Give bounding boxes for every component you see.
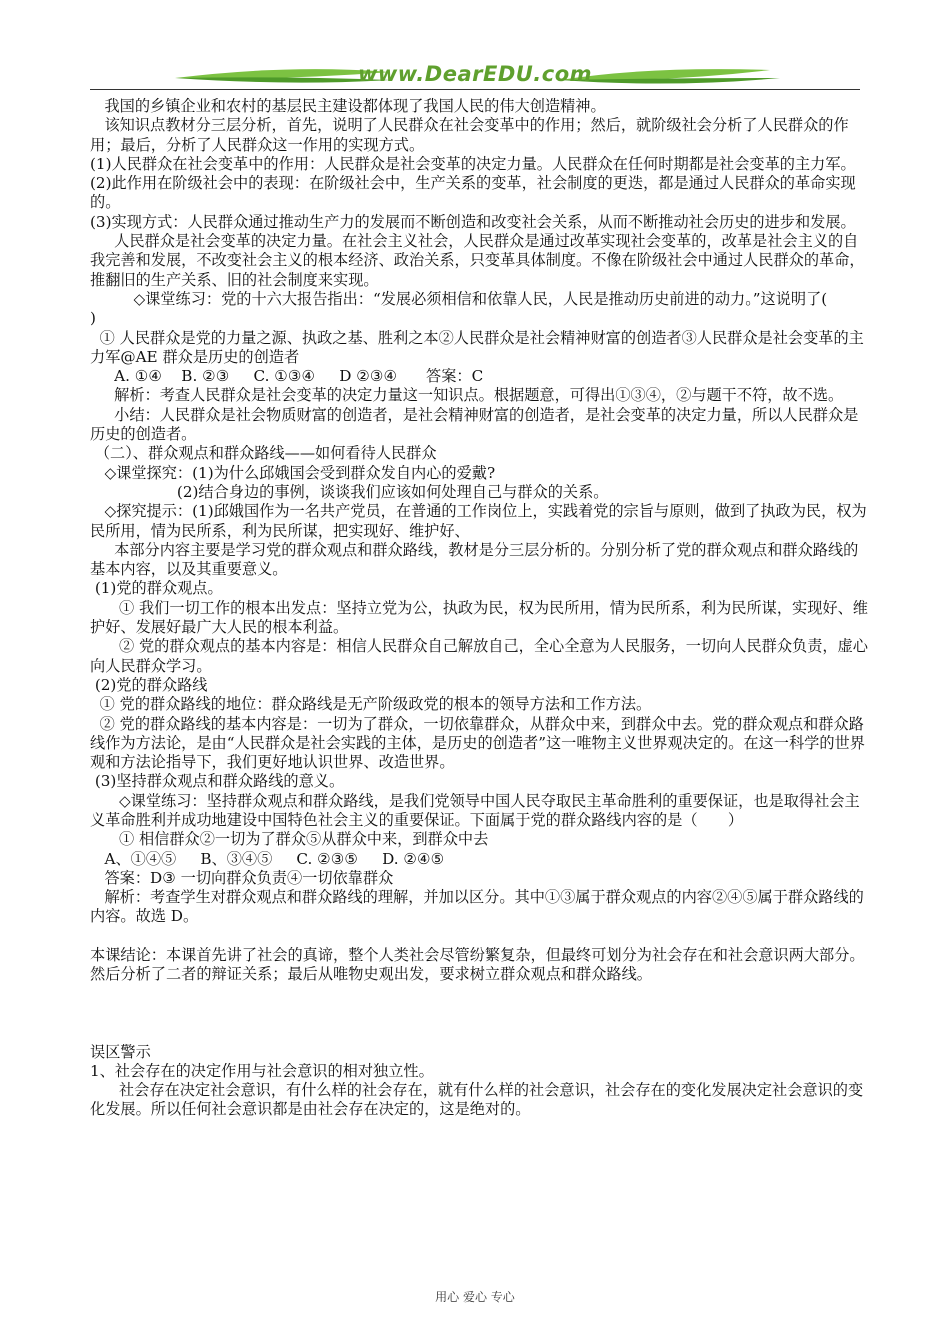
paragraph: (3)实现方式：人民群众通过推动生产力的发展而不断创造和改变社会关系，从而不断推动社会历史的进步和发展。 xyxy=(90,212,856,231)
document-body xyxy=(90,97,868,1120)
paragraph: (2)党的群众路线 xyxy=(90,675,208,694)
paragraph: 本课结论：本课首先讲了社会的真谛，整个人类社会尽管纷繁复杂，但最终可划分为社会存在和社会意识两大部分。然后分析了二者的辩证关系；最后从唯物史观出发，要求树立群众观点和群众路线。 xyxy=(90,946,865,984)
paragraph: （二）、群众观点和群众路线——如何看待人民群众 xyxy=(90,444,437,463)
paragraph: ② 党的群众路线的基本内容是：一切为了群众，一切依靠群众，从群众中来，到群众中去。党的群众观点和群众路线作为方法论，是由“人民群众是社会实践的主体，是历史的创造者”这一唯物主义世界观决定的。在这一科学的世界观和方法论指导下，我们更好地认识世界、改造世界。 xyxy=(90,714,865,772)
paragraph: 该知识点教材分三层分析，首先，说明了人民群众在社会变革中的作用；然后，就阶级社会分析了人民群众的作用；最后，分析了人民群众这一作用的实现方式。 xyxy=(90,116,849,154)
page-footer: 用心 爱心 专心 xyxy=(435,1290,515,1304)
paragraph: 误区警示 xyxy=(90,1042,151,1061)
paragraph: ◇课堂练习：坚持群众观点和群众路线，是我们党领导中国人民夺取民主革命胜利的重要保证，也是取得社会主义革命胜利并成功地建设中国特色社会主义的重要保证。下面属于党的群众路线内容的是（ ） xyxy=(90,791,860,829)
paragraph xyxy=(90,1004,868,1023)
paragraph: A. ①④ B. ②③ C. ①③④ D ②③④ 答案：C xyxy=(90,367,484,386)
paragraph: (1)党的群众观点。 xyxy=(90,579,223,598)
paragraph xyxy=(90,927,868,946)
site-logo-text[interactable]: www.DearEDU.com xyxy=(357,62,593,86)
paragraph: 本部分内容主要是学习党的群众观点和群众路线，教材是分三层分析的。分别分析了党的群众观点和群众路线的基本内容，以及其重要意义。 xyxy=(90,540,859,579)
paragraph: (3)坚持群众观点和群众路线的意义。 xyxy=(90,772,345,791)
paragraph: 答案：D③ 一切向群众负责④一切依靠群众 xyxy=(90,868,394,887)
paragraph: 我国的乡镇企业和农村的基层民主建设都体现了我国人民的伟大创造精神。 xyxy=(90,97,606,115)
paragraph xyxy=(90,985,868,1004)
paragraph: ① 党的群众路线的地位：群众路线是无产阶级政党的根本的领导方法和工作方法。 xyxy=(90,695,652,714)
paragraph: 社会存在决定社会意识，有什么样的社会存在，就有什么样的社会意识，社会存在的变化发展决定社会意识的变化发展。所以任何社会意识都是由社会存在决定的，这是绝对的。 xyxy=(90,1081,864,1119)
paragraph: ① 我们一切工作的根本出发点：坚持立党为公，执政为民，权为民所用，情为民所系，利为民所谋，实现好、维护好、发展好最广大人民的根本利益。 xyxy=(90,598,868,637)
paragraph: 1、社会存在的决定作用与社会意识的相对独立性。 xyxy=(90,1061,434,1080)
paragraph: ◇探究提示：(1)邱娥国作为一名共产党员，在普通的工作岗位上，实践着党的宗旨与原则，做到了执政为民，权为民所用，情为民所系，利为民所谋，把实现好、维护好、 xyxy=(90,502,867,540)
paragraph: ① 人民群众是党的力量之源、执政之基、胜利之本②人民群众是社会精神财富的创造者③人民群众是社会变革的主力军@AE 群众是历史的创造者 xyxy=(90,328,864,366)
paragraph xyxy=(90,1023,868,1042)
paragraph: (2)结合身边的事例，谈谈我们应该如何处理自己与群众的关系。 xyxy=(90,482,609,501)
paragraph: ② 党的群众观点的基本内容是：相信人民群众自己解放自己，全心全意为人民服务，一切向人民群众负责，虚心向人民群众学习。 xyxy=(90,637,868,675)
paragraph: 解析：考查人民群众是社会变革的决定力量这一知识点。根据题意，可得出①③④，②与题干不符，故不选。 xyxy=(90,386,844,405)
header-rule xyxy=(90,89,860,90)
paragraph: ◇课堂练习：党的十六大报告指出：“发展必须相信和依靠人民，人民是推动历史前进的动力。”这说明了( ) xyxy=(90,289,863,328)
paragraph: 人民群众是社会变革的决定力量。在社会主义社会，人民群众是通过改革实现社会变革的，改革是社会主义的自我完善和发展，不改变社会主义的根本经济、政治关系，只变革具体制度。不像在阶级社会中通过人民群众的革命，推翻旧的生产关系、旧的社会制度来实现。 xyxy=(90,232,865,289)
paragraph: ① 相信群众②一切为了群众⑤从群众中来，到群众中去 xyxy=(90,830,489,849)
paragraph: 小结：人民群众是社会物质财富的创造者，是社会精神财富的创造者，是社会变革的决定力量，所以人民群众是历史的创造者。 xyxy=(90,405,859,444)
paragraph: (2)此作用在阶级社会中的表现：在阶级社会中，生产关系的变革，社会制度的更迭，都是通过人民群众的革命实现的。 xyxy=(90,174,856,212)
paragraph: (1)人民群众在社会变革中的作用：人民群众是社会变革的决定力量。人民群众在任何时期都是社会变革的主力军。 xyxy=(90,154,856,173)
paragraph: 解析：考查学生对群众观点和群众路线的理解，并加以区分。其中①③属于群众观点的内容②④⑤属于群众路线的内容。故选 D。 xyxy=(90,888,864,926)
paragraph: A、①④⑤ B、③④⑤ C. ②③⑤ D. ②④⑤ xyxy=(90,849,445,868)
paragraph: ◇课堂探究：(1)为什么邱娥国会受到群众发自内心的爱戴? xyxy=(90,463,496,482)
